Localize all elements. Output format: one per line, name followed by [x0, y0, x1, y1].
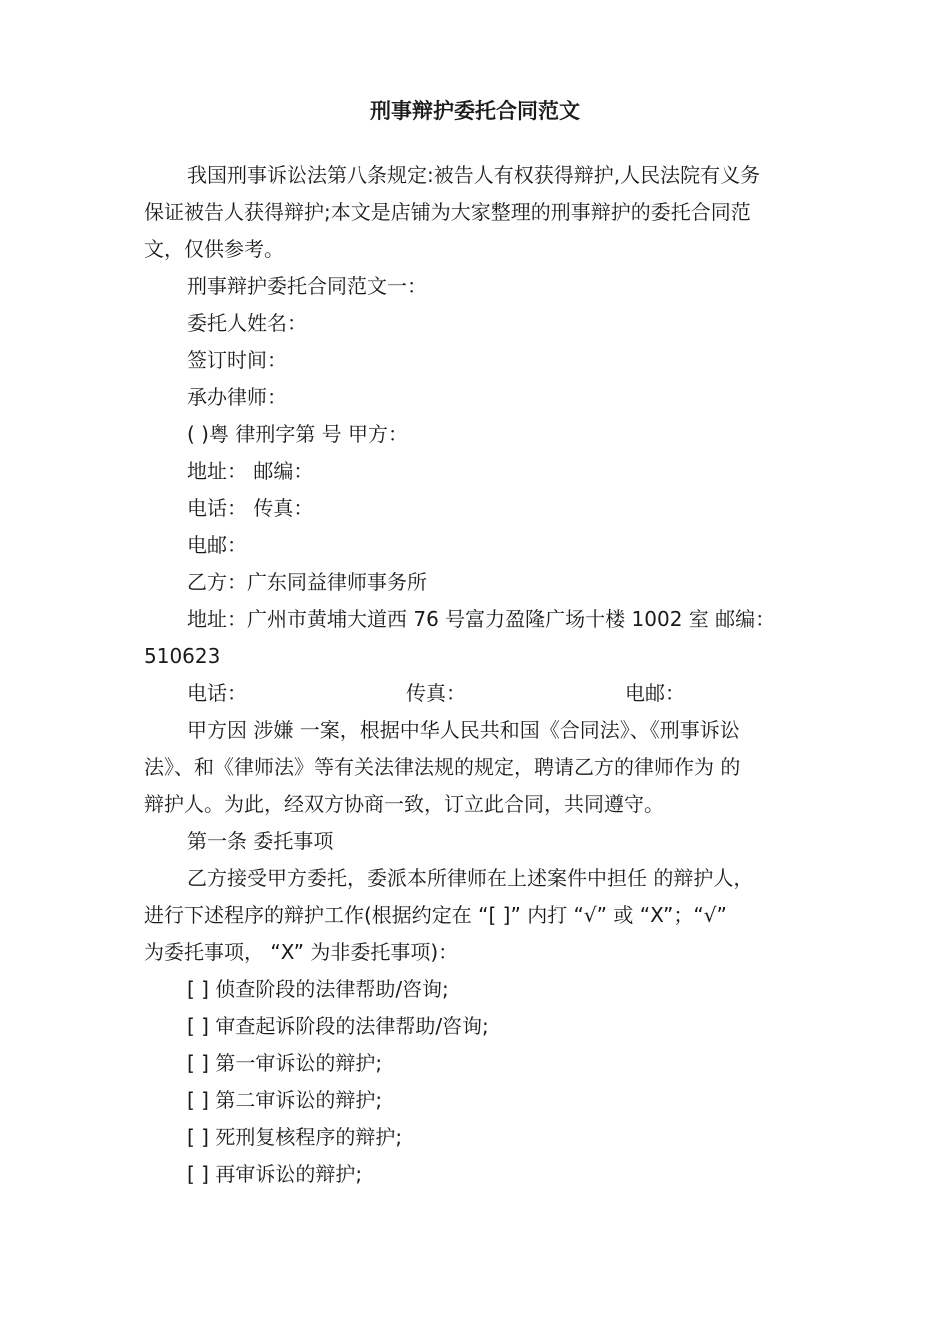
party-b-address: 地址：广州市黄埔大道西 76 号富力盈隆广场十楼 1002 室 邮编：: [187, 607, 776, 631]
paragraph-line: 甲方因 涉嫌 一案，根据中华人民共和国《合同法》、《刑事诉讼: [187, 718, 740, 742]
paragraph-line: 文，仅供参考。: [144, 237, 284, 261]
paragraph-line: 辩护人。为此，经双方协商一致，订立此合同，共同遵守。: [144, 792, 664, 816]
contact-fax-label: 传真：: [406, 681, 466, 705]
checklist-item: [ ] 再审诉讼的辩护;: [187, 1162, 363, 1186]
party-b-postcode: 510623: [144, 644, 221, 668]
paragraph-line: 乙方接受甲方委托，委派本所律师在上述案件中担任 的辩护人，: [187, 866, 754, 890]
paragraph-line: 保证被告人获得辩护;本文是店铺为大家整理的刑事辩护的委托合同范: [144, 200, 751, 224]
form-field-lawyer: 承办律师：: [187, 385, 287, 409]
paragraph-line: 进行下述程序的辩护工作(根据约定在 “[ ]” 内打 “√” 或 “X”；“√”: [144, 903, 727, 927]
paragraph-line: 法》、和《律师法》等有关法律法规的规定，聘请乙方的律师作为 的: [144, 755, 741, 779]
checklist-item: [ ] 第二审诉讼的辩护;: [187, 1088, 383, 1112]
form-field-email: 电邮：: [187, 533, 247, 557]
party-b-name: 乙方：广东同益律师事务所: [187, 570, 427, 594]
contact-phone-label: 电话：: [187, 681, 247, 705]
contact-email-label: 电邮：: [625, 681, 685, 705]
form-field-case-number: ( )粤 律刑字第 号 甲方：: [187, 422, 409, 446]
section-heading: 刑事辩护委托合同范文一：: [187, 274, 427, 298]
form-field-phone: 电话： 传真：: [187, 496, 314, 520]
document-title: 刑事辩护委托合同范文: [370, 99, 580, 123]
form-field-address: 地址： 邮编：: [187, 459, 314, 483]
party-b-contact-row: [187, 678, 707, 708]
form-field-sign-date: 签订时间：: [187, 348, 287, 372]
checklist-item: [ ] 侦查阶段的法律帮助/咨询;: [187, 977, 449, 1001]
checklist-item: [ ] 死刑复核程序的辩护;: [187, 1125, 403, 1149]
article-heading: 第一条 委托事项: [187, 829, 334, 853]
checklist-item: [ ] 审查起诉阶段的法律帮助/咨询;: [187, 1014, 489, 1038]
checklist-item: [ ] 第一审诉讼的辩护;: [187, 1051, 383, 1075]
paragraph-line: 为委托事项， “X” 为非委托事项)：: [144, 940, 459, 964]
form-field-client-name: 委托人姓名：: [187, 311, 307, 335]
paragraph-line: 我国刑事诉讼法第八条规定:被告人有权获得辩护,人民法院有义务: [187, 163, 761, 187]
